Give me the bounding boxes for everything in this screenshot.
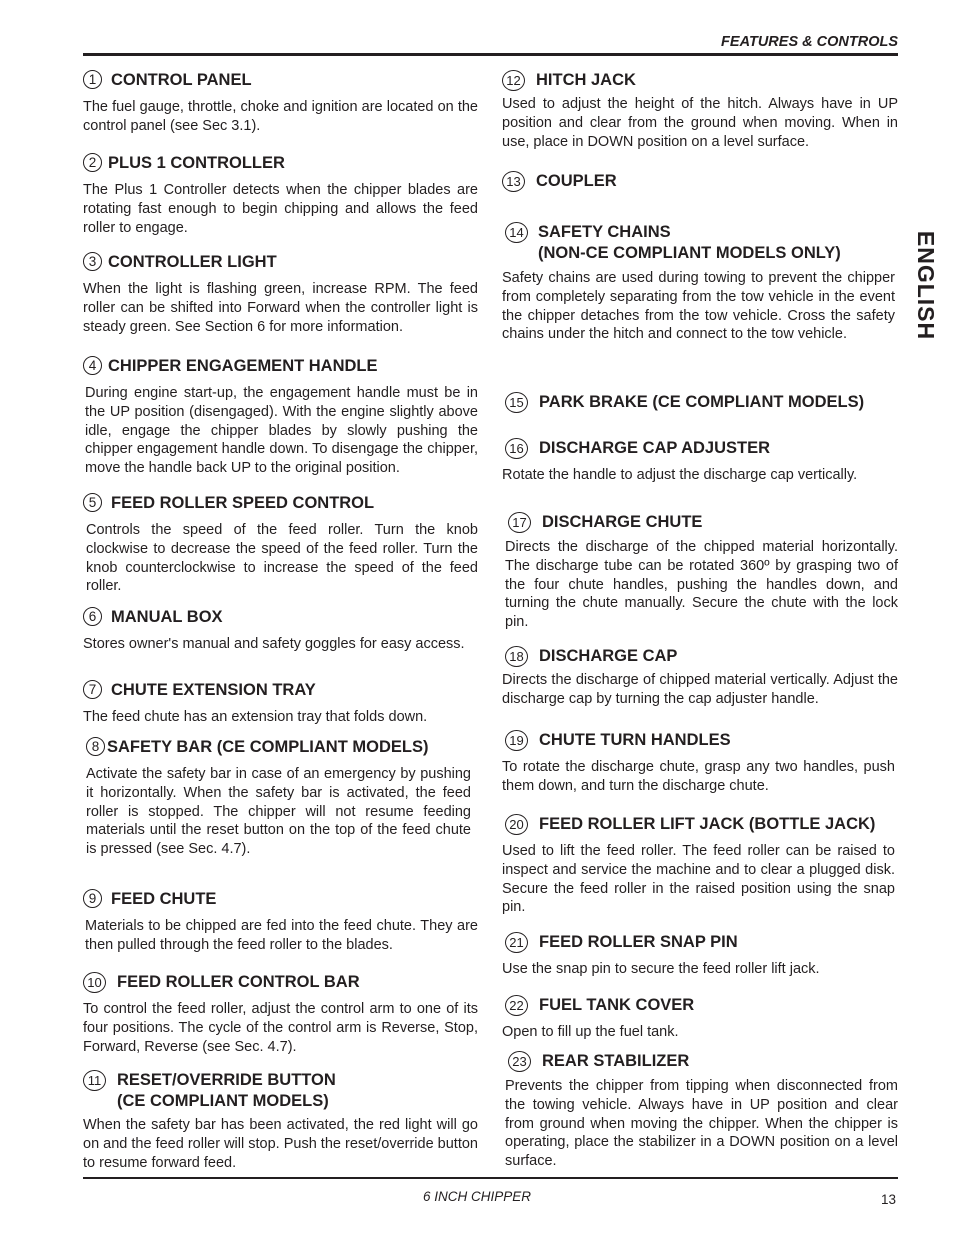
feature-item-10 <box>83 972 478 1056</box>
item-title: CHIPPER ENGAGEMENT HANDLE <box>108 357 378 375</box>
footer-product-name: 6 INCH CHIPPER <box>422 1189 532 1204</box>
item-number-badge: 22 <box>505 995 528 1016</box>
item-description: Rotate the handle to adjust the discharge cap vertically. <box>502 467 858 483</box>
item-title: SAFETY CHAINS (NON-CE COMPLIANT MODELS ONLY) <box>538 223 841 262</box>
feature-item-16 <box>502 438 898 485</box>
section-title: FEATURES & CONTROLS <box>721 34 898 50</box>
item-description: Open to fill up the fuel tank. <box>502 1024 679 1040</box>
item-title: RESET/OVERRIDE BUTTON (CE COMPLIANT MODELS) <box>117 1071 336 1110</box>
item-description: To rotate the discharge chute, grasp any two handles, push them down, and turn the discharge chute. <box>502 759 895 794</box>
item-number-badge: 20 <box>505 814 528 835</box>
feature-item-1 <box>83 70 478 136</box>
item-title: MANUAL BOX <box>111 608 223 626</box>
item-number-badge: 7 <box>83 680 102 699</box>
item-number-badge: 21 <box>505 932 528 953</box>
feature-item-18 <box>502 646 898 709</box>
item-description: The feed chute has an extension tray that folds down. <box>83 709 428 725</box>
feature-item-5 <box>83 493 478 596</box>
item-number-badge: 6 <box>83 607 102 626</box>
item-number-badge: 12 <box>502 70 525 91</box>
item-number-badge: 23 <box>508 1051 531 1072</box>
item-title: FEED CHUTE <box>111 890 217 908</box>
item-title: DISCHARGE CAP <box>539 647 678 665</box>
item-number-badge: 5 <box>83 493 102 512</box>
item-description: Controls the speed of the feed roller. Turn the knob clockwise to decrease the speed of the feed roller. Turn the knob counterclockwise to increase the speed of the feed roller. <box>86 522 478 595</box>
item-description: Used to lift the feed roller. The feed roller can be raised to inspect and service the machine and to clear a plugged disk. Secure the feed roller in the raised position using the snap pin. <box>502 843 895 916</box>
item-number-badge: 9 <box>83 889 102 908</box>
item-title: SAFETY BAR (CE COMPLIANT MODELS) <box>107 738 429 756</box>
item-number-badge: 3 <box>83 252 102 271</box>
feature-item-19 <box>502 730 895 796</box>
item-number-badge: 4 <box>83 356 102 375</box>
feature-item-20 <box>502 814 895 917</box>
feature-item-7 <box>83 680 478 727</box>
feature-item-14 <box>502 222 895 344</box>
page-number: 13 <box>880 1192 896 1207</box>
item-number-badge: 2 <box>83 153 102 172</box>
feature-item-17 <box>505 512 898 632</box>
item-title: PLUS 1 CONTROLLER <box>108 154 285 172</box>
item-number-badge: 8 <box>86 737 105 756</box>
item-number-badge: 19 <box>505 730 528 751</box>
feature-item-15 <box>505 392 898 413</box>
item-description: Directs the discharge of chipped material vertically. Adjust the discharge cap by turning the cap adjuster handle. <box>502 672 898 707</box>
item-description: When the light is flashing green, increase RPM. The feed roller can be shifted into Forward when the controller light is steady green. See Section 6 for more information. <box>83 281 478 335</box>
footer-rule <box>83 1177 898 1179</box>
item-description: Activate the safety bar in case of an emergency by pushing it horizontally. When the safety bar is activated, the feed roller is stopped. The chipper will not resume feeding materials until the reset button on the top of the feed chute is pressed (see Sec. 4.7). <box>86 766 471 858</box>
item-title: CHUTE TURN HANDLES <box>539 731 731 749</box>
item-number-badge: 11 <box>83 1070 106 1091</box>
item-description: Directs the discharge of the chipped material horizontally. The discharge tube can be rotated 360º by grasping two of the four chute handles, pushing the handles down, and turning the chute manually. Secure the chute with the lock pin. <box>505 539 898 631</box>
item-description: To control the feed roller, adjust the control arm to one of its four positions. The cycle of the control arm is Reverse, Stop, Forward, Reverse (see Sec. 4.7). <box>83 1001 478 1055</box>
feature-item-11 <box>83 1070 478 1172</box>
item-number-badge: 13 <box>502 171 525 192</box>
item-number-badge: 15 <box>505 392 528 413</box>
language-label: ENGLISH <box>913 230 940 340</box>
item-title: COUPLER <box>536 172 617 190</box>
feature-item-8 <box>86 737 471 859</box>
feature-item-22 <box>502 995 898 1042</box>
item-title: CONTROL PANEL <box>111 71 252 89</box>
item-description: Use the snap pin to secure the feed roller lift jack. <box>502 961 820 977</box>
item-number-badge: 18 <box>505 646 528 667</box>
item-number-badge: 17 <box>508 512 531 533</box>
feature-item-12 <box>502 70 898 151</box>
feature-item-21 <box>502 932 898 979</box>
item-number-badge: 16 <box>505 438 528 459</box>
item-description: Prevents the chipper from tipping when disconnected from the towing vehicle. Always have in UP position and clear from ground when moving the chipper. When the chipper is operating, place the stabilizer in a DOWN position on a level surface. <box>505 1078 898 1170</box>
header-rule <box>83 53 898 56</box>
item-title: DISCHARGE CAP ADJUSTER <box>539 439 771 457</box>
feature-item-23 <box>505 1051 898 1171</box>
item-title: CONTROLLER LIGHT <box>108 253 277 271</box>
language-tab <box>906 230 946 340</box>
feature-item-3 <box>83 252 478 336</box>
item-description: When the safety bar has been activated, the red light will go on and the feed roller will stop. Push the reset/override button to resume forward feed. <box>83 1117 478 1171</box>
item-description: Stores owner's manual and safety goggles for easy access. <box>83 636 465 652</box>
item-title: FEED ROLLER CONTROL BAR <box>117 973 360 991</box>
item-description: During engine start-up, the engagement handle must be in the UP position (disengaged). With the engine slightly above idle, engage the chipper blades by slowly pushing the chipper engagement handle down. To disengage the chipper, move the handle back UP to the original position. <box>85 385 478 477</box>
feature-item-4 <box>83 356 478 478</box>
item-title: FUEL TANK COVER <box>539 996 695 1014</box>
feature-item-2 <box>83 153 478 237</box>
feature-item-9 <box>83 889 478 955</box>
item-number-badge: 14 <box>505 222 528 243</box>
item-title: REAR STABILIZER <box>542 1052 690 1070</box>
item-title: FEED ROLLER SNAP PIN <box>539 933 738 951</box>
item-number-badge: 1 <box>83 70 102 89</box>
item-description: Safety chains are used during towing to prevent the chipper from completely separating from the tow vehicle in the event the chipper detaches from the tow vehicle. Cross the safety chains under the hitch and connect to the tow vehicle. <box>502 270 895 343</box>
item-description: Used to adjust the height of the hitch. Always have in UP position and clear from the ground when moving. When in use, place in DOWN position on a level surface. <box>502 96 898 150</box>
item-title: DISCHARGE CHUTE <box>542 513 703 531</box>
item-title: FEED ROLLER SPEED CONTROL <box>111 494 375 512</box>
item-title: FEED ROLLER LIFT JACK (BOTTLE JACK) <box>539 815 876 833</box>
feature-item-6 <box>83 607 478 654</box>
item-title: PARK BRAKE (CE COMPLIANT MODELS) <box>539 393 865 411</box>
item-description: The fuel gauge, throttle, choke and ignition are located on the control panel (see Sec 3.1). <box>83 99 478 134</box>
item-title: CHUTE EXTENSION TRAY <box>111 681 316 699</box>
item-number-badge: 10 <box>83 972 106 993</box>
item-description: The Plus 1 Controller detects when the chipper blades are rotating fast enough to begin chipping and allows the feed roller to engage. <box>83 182 478 236</box>
item-title: HITCH JACK <box>536 71 636 89</box>
item-description: Materials to be chipped are fed into the feed chute. They are then pulled through the feed roller to the blades. <box>85 918 478 953</box>
feature-item-13 <box>502 171 898 192</box>
